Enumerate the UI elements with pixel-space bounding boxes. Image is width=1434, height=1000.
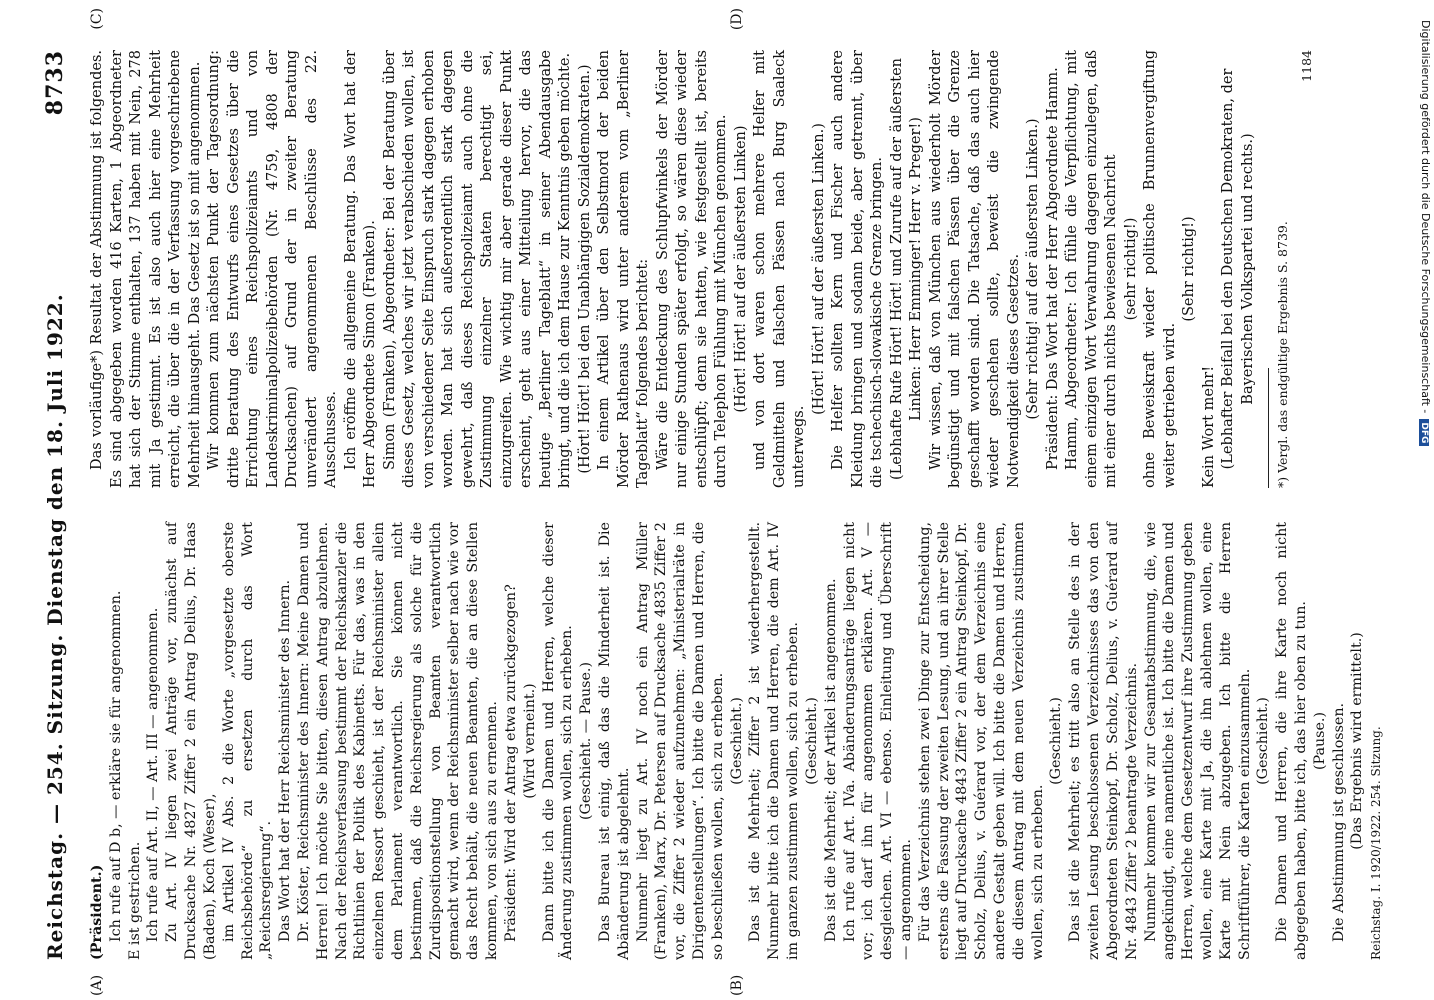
paragraph: Zu Art. IV liegen zwei Anträge vor, zunächst auf Drucksache Nr. 4827 Ziffer 2 ein Antrag Delius, Dr. Haas (Baden), Koch (Weser), — [164, 522, 218, 960]
margin-mark-b: (B) — [729, 974, 745, 996]
paragraph: In einem Artikel über den Selbstmord der beiden Mörder Rathenaus wird unter anderem vom „Berliner Tageblatt“ folgendes berichtet: — [596, 50, 651, 488]
credit-text: Digitalisierung gefördert durch die Deutsche Forschungsgemeinschaft - — [1419, 20, 1432, 414]
paragraph: Ich rufe auf D b, — erkläre sie für angenommen. — [107, 590, 124, 942]
footer-source: Reichstag. I. 1920/1922. 254. Sitzung. — [1369, 726, 1384, 960]
sequence-number: 1184 — [1298, 50, 1314, 82]
paragraph: Wir kommen zum nächsten Punkt der Tagesordnung: dritte Beratung des Entwurfs eines Gesetzes über die Errichtung eines Reichspolizeiamts und von Landeskriminalpolizeibehörden (Nr. 4759, 4808 der Drucksachen) auf Grund der in zweiter Beratung unverändert angenommenen Beschlüsse des 22. Ausschusses. — [206, 50, 339, 488]
paragraph: (Das Ergebnis wird ermittelt.) — [1349, 632, 1366, 850]
paragraph: Ich rufe auf Art. II, — Art. III — angenommen. — [145, 607, 162, 942]
paragraph: (Geschieht.) — [728, 697, 745, 785]
paragraph: Die Damen und Herren, die ihre Karte noch nicht abgegeben haben, bitte ich, das hier oben zu tun. — [1274, 522, 1309, 960]
paragraph: Nunmehr kommen wir zur Gesamtabstimmung, die, wie angekündigt, eine namentliche ist. Ich bitte die Damen und Herren, welche dem Gesetzentwurf ihre Zustimmung geben wollen, eine Karte mit Ja, die ihn ablehnen wollen, eine Karte mit Nein abzugeben. Ich bitte die Herren Schriftführer, die Karten einzusammeln. — [1142, 522, 1253, 960]
paragraph: Das Wort hat der Herr Reichsminister des Innern. — [277, 579, 294, 942]
paragraph: (Hört! Hört! bei den Unabhängigen Sozialdemokraten.) — [576, 64, 593, 474]
paragraph: (Pause.) — [1311, 711, 1328, 771]
paragraph: Präsident: Wird der Antrag etwa zurückgezogen? — [502, 584, 519, 942]
paragraph: und von dort waren schon mehrere Helfer mit Geldmitteln und falschen Pässen nach Burg Saaleck unterwegs. — [752, 50, 807, 488]
paragraph: (Hört! Hört! auf der äußersten Linken.) — [810, 123, 827, 415]
footnote: *) Vergl. das endgültige Ergebnis S. 8739. — [1275, 221, 1290, 488]
paragraph: (Sehr richtig! auf der äußersten Linken.) — [1025, 118, 1041, 420]
paragraph: Dann bitte ich die Damen und Herren, welche dieser Änderung zustimmen wollen, sich zu erheben. — [540, 522, 576, 960]
paragraph: (Geschieht. — Pause.) — [578, 661, 595, 821]
dfg-logo: DFG — [1419, 419, 1429, 446]
right-column — [88, 8, 1386, 488]
paragraph: im Artikel IV Abs. 2 die Worte „vorgesetzte oberste Reichsbehörde“ zu ersetzen durch das Wort „Reichsregierung“. — [220, 522, 275, 960]
columns — [88, 8, 1386, 996]
paragraph: (Sehr richtig!) — [1181, 216, 1197, 322]
paragraph: ohne Beweiskraft wieder politische Brunnenvergiftung weiter getrieben wird. — [1142, 50, 1178, 488]
paragraph: Präsident: Das Wort hat der Herr Abgeordnete Hamm. — [1044, 67, 1061, 470]
paragraph: Die Abstimmung ist geschlossen. — [1330, 702, 1347, 942]
footnote-rule — [1268, 368, 1269, 488]
paragraph: Simon (Franken), Abgeordneter: Bei der Beratung über dieses Gesetz, welches wir jetzt verabschieden wollen, ist von verschiedener Seite Einspruch stark dagegen erhoben worden. Man hat sich außerordentlich stark dagegen gewehrt, daß dieses Reichspolizeiamt auch ohne die Zustimmung einzelner Staaten berechtigt sei, einzugreifen. Wie wichtig mir aber gerade dieser Punkt erscheint, geht aus einer Mitteilung hervor, die das heutige „Berliner Tageblatt“ in seiner Abendausgabe bringt, und die ich dem Hause zur Kenntnis geben möchte. — [381, 50, 573, 488]
paragraph: Ich rufe auf Art. IVa. Abänderungsanträge liegen nicht vor; ich darf ihn für angenommen erklären. Art. V — desgleichen. Art. VI — ebenso. Einleitung und Überschrift — angenommen. — [841, 522, 914, 960]
paragraph: (Lebhafter Beifall bei den Deutschen Demokraten, der Bayerischen Volkspartei und rechts.) — [1220, 68, 1256, 470]
page-header — [42, 50, 76, 960]
paragraph: (Präsident.) — [89, 864, 105, 960]
paragraph: Dr. Köster, Reichsminister des Innern: Meine Damen und Herren! Ich möchte Sie bitten, diesen Antrag abzulehnen. Nach der Reichsverfassung bestimmt der Reichskanzler die Richtlinien der Politik des Kabinetts. Für das, was in den einzelnen Ressort geschieht, ist der Reichsminister allein dem Parlament verantwortlich. Sie können nicht bestimmen, daß die Reichsregierung als solche für die Zurdispositionstellung von Beamten verantwortlich gemacht wird, wenn der Reichsminister selber nach wie vor das Recht behält, die neuen Beamten, die an diese Stellen kommen, von sich aus zu ernennen. — [295, 522, 501, 960]
paragraph: Kein Wort mehr! — [1200, 365, 1217, 488]
paragraph: Das ist die Mehrheit; der Artikel ist angenommen. — [822, 578, 839, 942]
paragraph: (Wird verneint.) — [521, 683, 538, 799]
paragraph: Für das Verzeichnis stehen zwei Dinge zur Entscheidung, erstens die Fassung der zweiten Lesung, und an ihrer Stelle liegt auf Drucksache 4843 Ziffer 2 ein Antrag Steinkopf, Dr. Scholz, Delius, v. Guérard vor, der dem Verzeichnis eine andere Gestalt geben will. Ich bitte die Damen und Herren, die diesem Antrag mit dem neuen Verzeichnis zustimmen wollen, sich zu erheben. — [916, 522, 1046, 960]
paragraph: Das Bureau ist einig, daß das die Minderheit ist. Die Abänderung ist abgelehnt. — [596, 522, 632, 960]
paragraph: Das ist die Mehrheit; Ziffer 2 ist wiederhergestellt. Nunmehr bitte ich die Damen und Herren, die dem Art. IV im ganzen zustimmen wollen, sich zu erheben. — [747, 522, 802, 960]
paragraph: Ich eröffne die allgemeine Beratung. Das Wort hat der Herr Abgeordnete Simon (Franken). — [342, 50, 378, 488]
running-title: Reichstag. — 254. Sitzung. Dienstag den 18. Juli 1922. — [43, 293, 67, 960]
paragraph: (Lebhafte Rufe Hört! Hört! und Zurufe auf der äußersten Linken: Herr Emminger! Herr v. Preger!) — [888, 58, 924, 481]
paragraph: Das vorläufige*) Resultat der Abstimmung ist folgendes. Es sind abgegeben worden 416 Karten, 1 Abgeordneter hat sich der Stimme enthalten, 137 haben mit Nein, 278 mit Ja gestimmt. Es ist also auch hier eine Mehrheit erreicht, die über die in der Verfassung vorgeschriebene Mehrheit hinausgeht. Das Gesetz ist so mit angenommen. — [89, 50, 203, 488]
margin-mark-c: (C) — [89, 8, 105, 30]
paragraph: Die Helfer sollten Kern und Fischer auch andere Kleidung bringen und sodann beide, aber getrennt, über die tschechisch-slowakische Grenze bringen. — [830, 50, 885, 488]
margin-mark-d: (D) — [729, 8, 745, 31]
paragraph: (Geschieht.) — [1048, 697, 1065, 785]
paragraph: Hamm, Abgeordneter: Ich fühle die Verpflichtung, mit einem einzigen Wort Verwahrung dagegen einzulegen, daß mit einer durch nichts bewiesenen Nachricht — [1064, 50, 1119, 488]
paragraph: (Geschieht.) — [803, 697, 820, 785]
paragraph: (Hört! Hört! auf der äußersten Linken) — [732, 125, 749, 413]
paragraph: E ist gestrichen. — [126, 841, 143, 960]
page-number: 8733 — [42, 50, 68, 116]
paragraph: Wir wissen, daß von München aus wiederholt Mörder begünstigt und mit falschen Pässen über die Grenze geschafft worden sind. Die Tatsache, daß das auch hier wieder geschehen sollte, beweist die zwingende Notwendigkeit dieses Gesetzes. — [927, 50, 1022, 488]
left-column — [88, 522, 1386, 996]
paragraph: Das ist die Mehrheit; es tritt also an Stelle des in der zweiten Lesung beschlossenen Verzeichnisses das von den Abgeordneten Steinkopf, Dr. Scholz, Delius, v. Guérard auf Nr. 4843 Ziffer 2 beantragte Verzeichnis. — [1067, 522, 1140, 960]
paragraph: (Geschieht.) — [1255, 697, 1272, 785]
margin-mark-a: (A) — [89, 974, 105, 996]
paragraph: Wäre die Entdeckung des Schlupfwinkels der Mörder nur einige Stunden später erfolgt, so wären diese wieder entschlüpft; denn sie hatten, wie festgestellt ist, bereits durch Telephon Fühlung mit München genommen. — [654, 50, 729, 488]
paragraph: (sehr richtig!) — [1122, 217, 1139, 321]
digitization-credit — [1410, 20, 1432, 1000]
paragraph: Nunmehr liegt zu Art. IV noch ein Antrag Müller (Franken), Marx, Dr. Petersen auf Drucksache 4835 Ziffer 2 vor, die Ziffer 2 wieder aufzunehmen: „Ministerialräte in Dirigentenstellungen“. Ich bitte die Damen und Herren, die so beschließen wollen, sich zu erheben. — [634, 522, 726, 960]
